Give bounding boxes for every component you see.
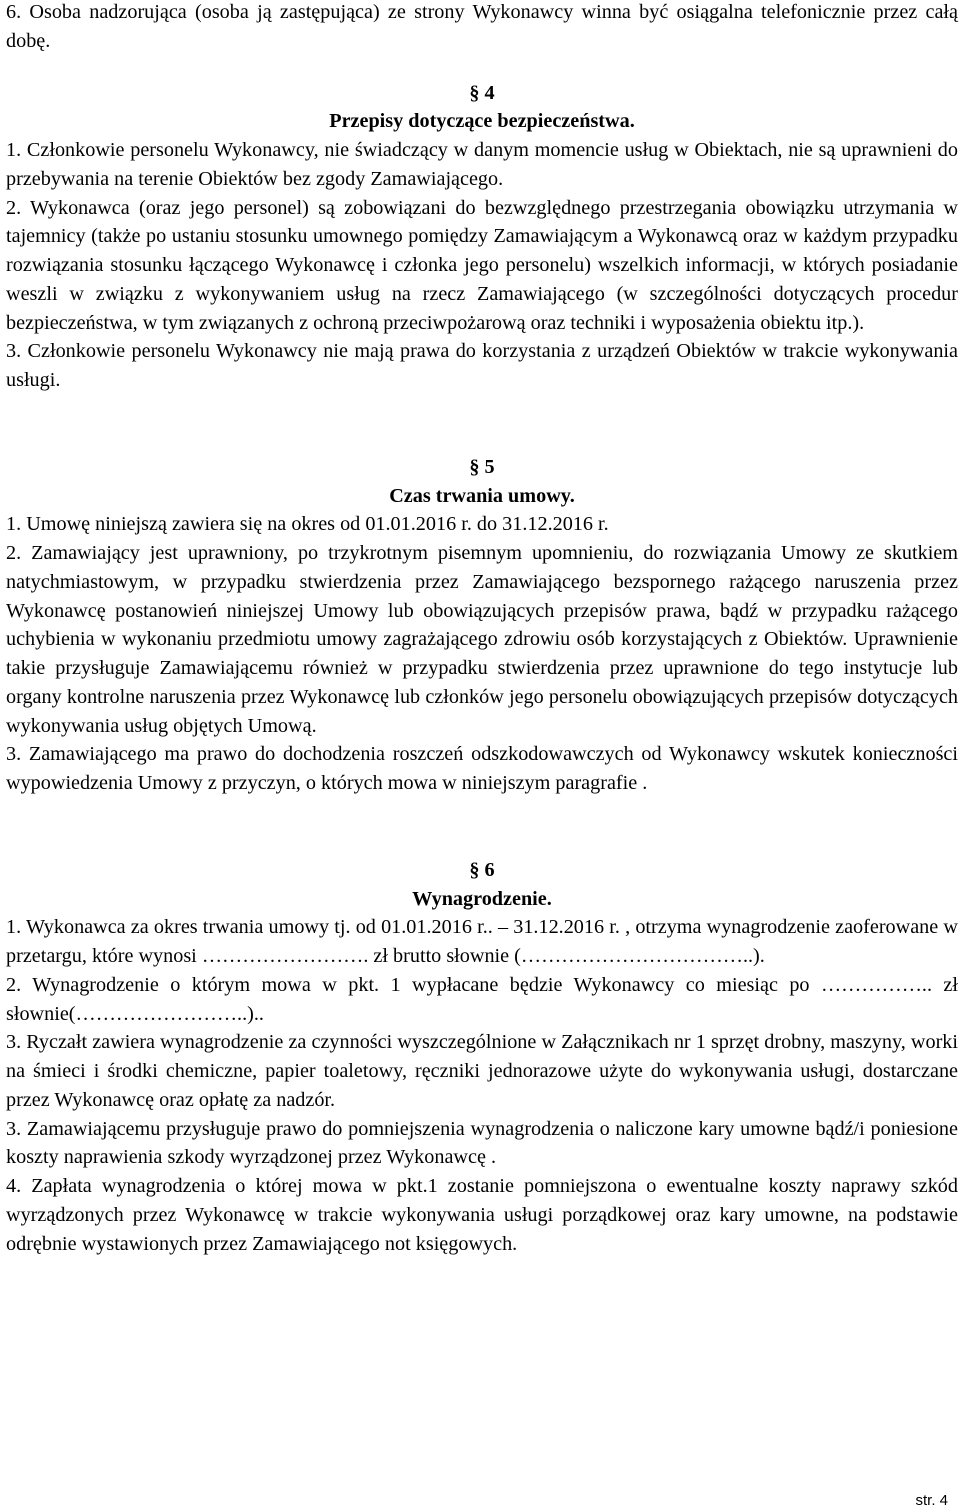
page-number: str. 4 — [915, 1492, 948, 1509]
section-5-heading — [6, 453, 958, 511]
section-6-item: 3. Ryczałt zawiera wynagrodzenie za czynności wyszczególnione w Załącznikach nr 1 sprzęt drobny, maszyny, worki na śmieci i środki chemiczne, papier toaletowy, ręczniki jednorazowe użyte do wykonywania usługi, dostarczane przez Wykonawcę oraz opłatę za nadzór. — [6, 1031, 958, 1111]
section-5-item: 2. Zamawiający jest uprawniony, po trzykrotnym pisemnym upomnieniu, do rozwiązania Umowy ze skutkiem natychmiastowym, w przypadku stwierdzenia przez Zamawiającego bezspornego rażącego naruszenia przez Wykonawcę postanowień niniejszej Umowy lub obowiązujących przepisów prawa, bądź w przypadku rażącego uchybienia w wykonaniu przedmiotu umowy zagrażającego zdrowiu osób korzystających z Obiektów. Uprawnienie takie przysługuje Zamawiającemu również w przypadku stwierdzenia przez uprawnione do tego instytucje lub organy kontrolne naruszenia przez Wykonawcę lub członków jego personelu obowiązujących przepisów dotyczących wykonywania usług objętych Umową. — [6, 542, 958, 737]
section-6-number: § 6 — [469, 858, 495, 881]
section-5-item: 1. Umowę niniejszą zawiera się na okres od 01.01.2016 r. do 31.12.2016 r. — [6, 513, 609, 536]
section-4-heading — [6, 79, 958, 137]
section-4-number: § 4 — [469, 81, 495, 104]
section-5-number: § 5 — [469, 455, 495, 478]
paragraph-6: 6. Osoba nadzorująca (osoba ją zastępująca) ze strony Wykonawcy winna być osiągalna telefonicznie przez całą dobę. — [6, 1, 958, 52]
section-6-item: 1. Wykonawca za okres trwania umowy tj. od 01.01.2016 r.. – 31.12.2016 r. , otrzyma wynagrodzenie zaoferowane w przetargu, które wynosi ……………………. zł brutto słownie (……………………………..). — [6, 916, 958, 967]
section-5-title: Czas trwania umowy. — [389, 484, 575, 507]
section-4-item: 2. Wykonawca (oraz jego personel) są zobowiązani do bezwzględnego przestrzegania obowiązku utrzymania w tajemnicy (także po ustaniu stosunku umownego pomiędzy Zamawiającym a Wykonawcą oraz w każdym przypadku rozwiązania stosunku łączącego Wykonawcę i członka jego personelu) wszelkich informacji, w których posiadanie weszli w związku z wykonywaniem usług na rzecz Zamawiającego (w szczególności dotyczących procedur bezpieczeństwa, w tym związanych z ochroną przeciwpożarową oraz techniki i wyposażenia obiektu itp.). — [6, 196, 958, 334]
document-body — [6, 0, 958, 1258]
spacer — [6, 395, 958, 453]
spacer — [6, 798, 958, 856]
section-4-item: 3. Członkowie personelu Wykonawcy nie mają prawa do korzystania z urządzeń Obiektów w trakcie wykonywania usługi. — [6, 340, 958, 391]
section-6-item: 4. Zapłata wynagrodzenia o której mowa w pkt.1 zostanie pomniejszona o ewentualne koszty naprawy szkód wyrządzonych przez Wykonawcę w trakcie wykonywania usługi porządkowej oraz kary umowne, na podstawie odrębnie wystawionych przez Zamawiającego not księgowych. — [6, 1175, 958, 1255]
section-4-item: 1. Członkowie personelu Wykonawcy, nie świadczący w danym momencie usług w Obiektach, nie są uprawnieni do przebywania na terenie Obiektów bez zgody Zamawiającego. — [6, 139, 958, 190]
section-6-item: 2. Wynagrodzenie o którym mowa w pkt. 1 wypłacane będzie Wykonawcy co miesiąc po …………….. zł słownie(……………………..).. — [6, 973, 958, 1025]
section-6-title: Wynagrodzenie. — [412, 887, 552, 910]
section-4-title: Przepisy dotyczące bezpieczeństwa. — [329, 110, 635, 133]
section-5-item: 3. Zamawiającego ma prawo do dochodzenia roszczeń odszkodowawczych od Wykonawcy wskutek konieczności wypowiedzenia Umowy z przyczyn, o których mowa w niniejszym paragrafie . — [6, 743, 958, 794]
spacer — [6, 56, 958, 79]
section-6-heading — [6, 856, 958, 914]
section-6-item: 3. Zamawiającemu przysługuje prawo do pomniejszenia wynagrodzenia o naliczone kary umowne bądź/i poniesione koszty naprawienia szkody wyrządzonej przez Wykonawcę . — [6, 1117, 958, 1169]
